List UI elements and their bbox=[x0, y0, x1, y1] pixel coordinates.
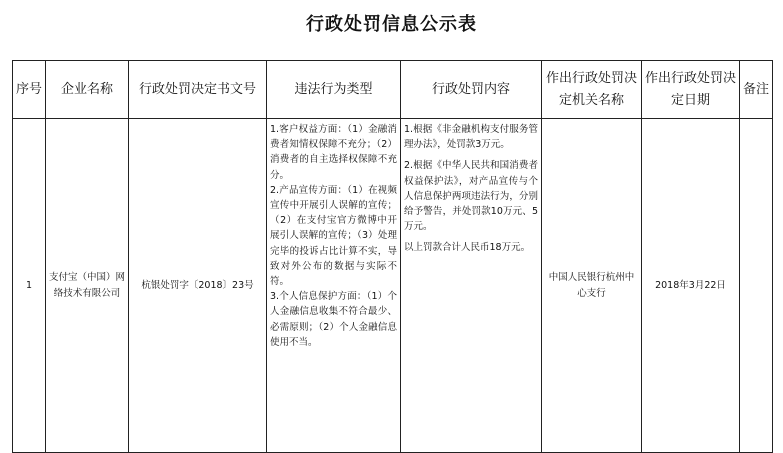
penalty-total: 以上罚款合计人民币18万元。 bbox=[404, 242, 531, 254]
cell-penalty bbox=[401, 119, 542, 453]
cell-seq: 1 bbox=[13, 119, 46, 453]
header-row bbox=[13, 61, 773, 119]
cell-date: 2018年3月22日 bbox=[642, 119, 740, 453]
penalty-item: 2.根据《中华人民共和国消费者权益保护法》，对产品宣传与个人信息保护两项违法行为，分别给予警告，并处罚款10万元、5万元。 bbox=[404, 160, 538, 233]
penalty-item: 1.根据《非金融机构支付服务管理办法》，处罚款3万元。 bbox=[404, 124, 538, 151]
cell-doc-no: 杭银处罚字〔2018〕23号 bbox=[129, 119, 267, 453]
header-authority: 作出行政处罚决定机关名称 bbox=[542, 61, 642, 119]
header-note: 备注 bbox=[740, 61, 773, 119]
penalty-table bbox=[12, 60, 773, 453]
header-violation: 违法行为类型 bbox=[267, 61, 401, 119]
violation-item: 3.个人信息保护方面：（1）个人金融信息收集不符合最少、必需原则；（2）个人金融信息使用不当。 bbox=[270, 291, 397, 348]
header-doc-no: 行政处罚决定书文号 bbox=[129, 61, 267, 119]
header-seq: 序号 bbox=[13, 61, 46, 119]
cell-note bbox=[740, 119, 773, 453]
table-row bbox=[13, 119, 773, 453]
violation-item: 1.客户权益方面：（1）金融消费者知情权保障不充分；（2）消费者的自主选择权保障不充分。 bbox=[270, 124, 397, 181]
page-title: 行政处罚信息公示表 bbox=[306, 14, 477, 35]
cell-authority: 中国人民银行杭州中心支行 bbox=[542, 119, 642, 453]
header-penalty: 行政处罚内容 bbox=[401, 61, 542, 119]
cell-company: 支付宝（中国）网络技术有限公司 bbox=[46, 119, 129, 453]
header-company: 企业名称 bbox=[46, 61, 129, 119]
cell-violation bbox=[267, 119, 401, 453]
violation-item: 2.产品宣传方面：（1）在视频宣传中开展引人误解的宣传；（2）在支付宝官方微博中开展引人误解的宣传；（3）处理完毕的投诉占比计算不实，导致对外公布的数据与实际不符。 bbox=[270, 184, 397, 288]
header-date: 作出行政处罚决定日期 bbox=[642, 61, 740, 119]
